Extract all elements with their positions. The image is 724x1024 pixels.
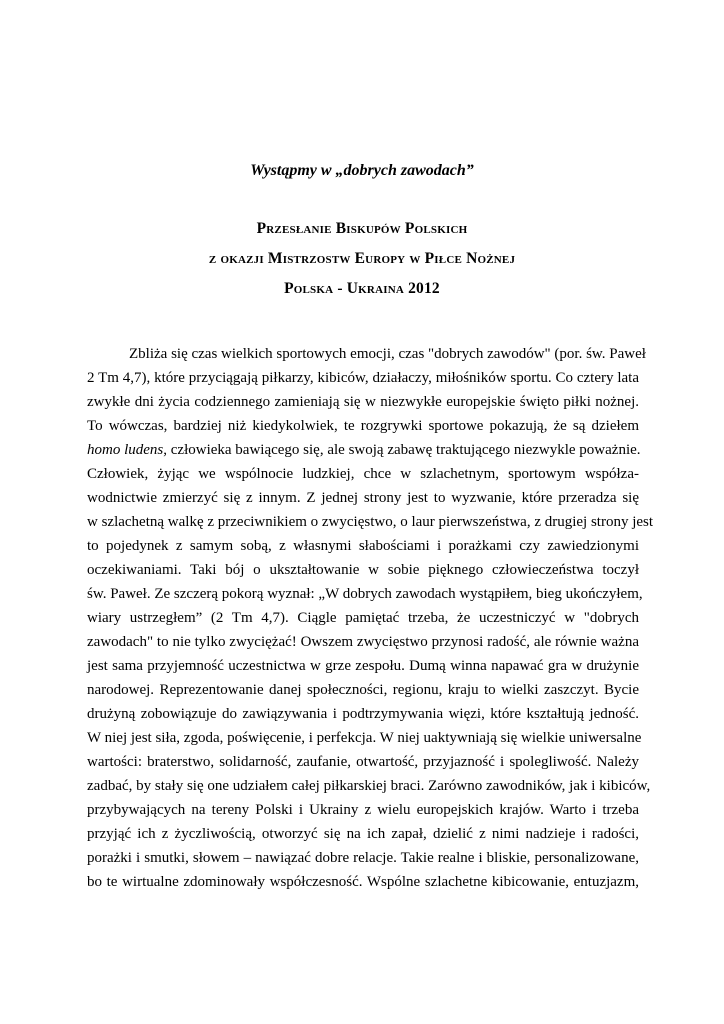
body-paragraph [87, 342, 654, 894]
heading-line-1: Przesłanie Biskupów Polskich [256, 220, 468, 237]
heading-line-2: z okazji Mistrzostw Europy w Piłce Nożnej [208, 250, 516, 267]
paragraph-line: drużyną zobowiązuje do zawiązywania i podtrzymywania więzi, które kształtują jedność. [87, 706, 639, 722]
paragraph-line: W niej jest siła, zgoda, poświęcenie, i perfekcja. W niej uaktywniają się wielkie uniwersalne [87, 730, 642, 746]
paragraph-line: zawodach" to nie tylko zwyciężać! Owszem zwycięstwo przynosi radość, ale równie ważna [87, 634, 639, 650]
paragraph-line: wodnictwie zmierzyć się z innym. Z jednej strony jest to wyzwanie, które przeradza się [87, 490, 639, 506]
paragraph-line: przyjąć ich z życzliwością, otworzyć się na ich zapał, dzielić z nimi nadzieje i radości, [87, 826, 639, 842]
paragraph-line: przybywających na tereny Polski i Ukrainy z wielu europejskich krajów. Warto i trzeba [87, 802, 639, 818]
paragraph-line: oczekiwaniami. Taki bój o ukształtowanie w sobie pięknego człowieczeństwa toczył [87, 562, 639, 578]
paragraph-line: wartości: braterstwo, solidarność, zaufanie, otwartość, przyjazność i spolegliwość. Należy [87, 754, 639, 770]
paragraph-line [87, 438, 639, 462]
paragraph-line: 2 Tm 4,7), które przyciągają piłkarzy, kibiców, działaczy, miłośników sportu. Co cztery lata [87, 370, 639, 386]
paragraph-line: w szlachetną walkę z przeciwnikiem o zwycięstwo, o laur pierwszeństwa, z drugiej strony jest [87, 514, 654, 530]
heading-line-3-text: Polska - Ukraina [284, 280, 404, 297]
document-title: Wystąpmy w „dobrych zawodach” [250, 162, 474, 179]
paragraph-line: św. Paweł. Ze szczerą pokorą wyznał: „W dobrych zawodach wystąpiłem, bieg ukończyłem, [87, 586, 643, 602]
paragraph-line-rest: , człowieka bawiącego się, ale swoją zabawę traktującego niezwykle poważnie. [163, 442, 641, 458]
paragraph-line: To wówczas, bardziej niż kiedykolwiek, te rozgrywki sportowe pokazują, że są dziełem [87, 418, 639, 434]
paragraph-line: bo te wirtualne zdominowały współczesność. Wspólne szlachetne kibicowanie, entuzjazm, [87, 874, 639, 890]
latin-phrase: homo ludens [87, 442, 164, 458]
paragraph-line: jest sama przyjemność uczestnictwa w grze zespołu. Dumą winna napawać gra w drużynie [87, 658, 639, 674]
paragraph-line: to pojedynek z samym sobą, z własnymi słabościami i porażkami czy zawiedzionymi [87, 538, 639, 554]
heading-line-3 [0, 278, 724, 300]
paragraph-line: zadbać, by stały się one udziałem całej piłkarskiej braci. Zarówno zawodników, jak i kibiców, [87, 778, 651, 794]
paragraph-line: zwykłe dni życia codziennego zamieniają się w niezwykłe europejskie święto piłki nożnej. [87, 394, 639, 410]
paragraph-line: narodowej. Reprezentowanie danej społeczności, regionu, kraju to wielki zaszczyt. Bycie [87, 682, 639, 698]
heading-year: 2012 [408, 280, 440, 297]
paragraph-line: wiary ustrzegłem” (2 Tm 4,7). Ciągle pamiętać trzeba, że uczestniczyć w "dobrych [87, 610, 639, 626]
paragraph-line: porażki i smutki, słowem – nawiązać dobre relacje. Takie realne i bliskie, personalizowane, [87, 850, 639, 866]
paragraph-line: Człowiek, żyjąc we wspólnocie ludzkiej, chce w szlachetnym, sportowym współza- [87, 466, 639, 482]
paragraph-line: Zbliża się czas wielkich sportowych emocji, czas "dobrych zawodów" (por. św. Paweł [129, 346, 646, 362]
